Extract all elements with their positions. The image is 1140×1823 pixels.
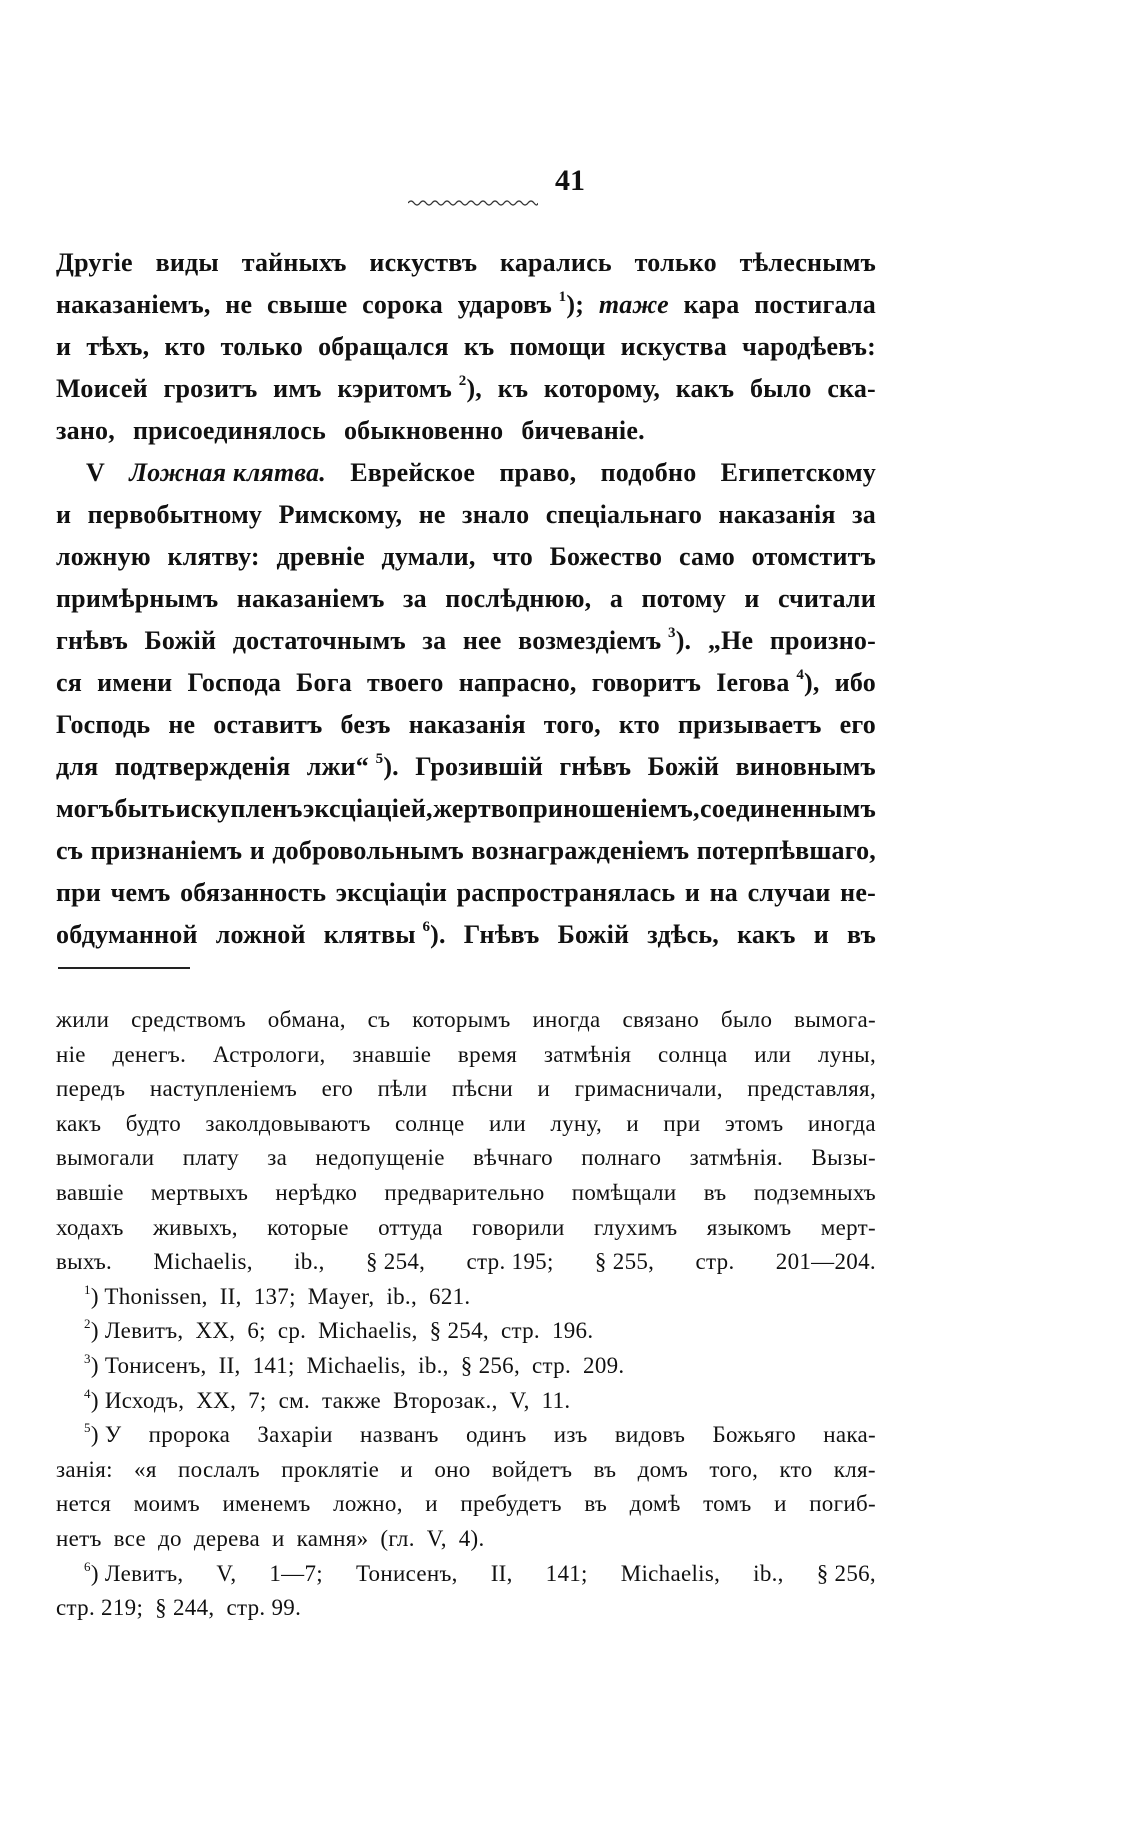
text-line: для подтвержденія лжи“ $^5$). Грозившій гнѣвъ Божій виновнымъ (56, 751, 876, 781)
footnote-2: $^2$) Левитъ, XX, 6; ср. Michaelis, § 254, стр. 196. (84, 1316, 594, 1344)
footnote-ref: 2 (458, 373, 467, 389)
footnote-1: $^1$) Thonissen, II, 137; Mayer, ib., 621. (84, 1281, 471, 1309)
text-line: Другіе виды тайныхъ искуствъ карались только тѣлеснымъ (56, 248, 876, 277)
text-line: Моисей грозитъ имъ кэритомъ $^2$), къ которому, какъ было ска- (56, 373, 876, 403)
page-number-ornament (408, 199, 538, 207)
main-text (56, 242, 876, 956)
text-line: съ признаніемъ и добровольнымъ вознагражденіемъ потерпѣвшаго, (56, 836, 876, 865)
text-line: обдуманной ложной клятвы $^6$). Гнѣвъ Божій здѣсь, какъ и въ (56, 919, 876, 949)
text-line: Господь не оставитъ безъ наказанія того, кто призываетъ его (56, 710, 876, 739)
footnote-ref: 1 (558, 289, 567, 305)
footnote-ref: 4 (796, 667, 805, 683)
text-line: гнѣвъ Божій достаточнымъ за нее возмездіемъ $^3$). „Не произно- (56, 625, 876, 655)
text-line: ся имени Господа Бога твоего напрасно, говоритъ Іегова $^4$), ибо (56, 667, 876, 697)
note-line: вымогали плату за недопущеніе вѣчнаго полнаго затмѣнія. Вызы- (56, 1145, 876, 1171)
note-line: стр. 219; § 244, стр. 99. (56, 1595, 302, 1621)
text-line: и тѣхъ, кто только обращался къ помощи искуства чародѣевъ: (56, 332, 876, 361)
text-line: примѣрнымъ наказаніемъ за послѣднюю, а потому и считали (56, 584, 876, 613)
text-line: V Ложная клятва. Еврейское право, подобно Египетскому (56, 452, 876, 494)
section-number: V (86, 458, 105, 487)
footnote-ref: 6 (422, 919, 431, 935)
footnote-ref: 5 (375, 751, 384, 767)
footnotes (56, 1003, 876, 1626)
note-line: занія: «я послалъ проклятіе и оно войдетъ въ домъ того, кто кля- (56, 1456, 876, 1482)
footnote-6: $^6$) Левитъ, V, 1—7; Тонисенъ, II, 141; Michaelis, ib., § 256, (84, 1558, 876, 1586)
footnote-3: $^3$) Тонисенъ, II, 141; Michaelis, ib., § 256, стр. 209. (84, 1350, 625, 1378)
text-line: зано, присоединялось обыкновенно бичеваніе. (56, 416, 645, 445)
footnote-divider (58, 967, 190, 969)
section-heading: Ложная клятва. (129, 458, 326, 487)
note-line: какъ будто заколдовываютъ солнце или луну, и при этомъ иногда (56, 1110, 876, 1136)
footnote-4: $^4$) Исходъ, XX, 7; см. также Второзак., V, 11. (84, 1385, 571, 1413)
text-line: могъ быть искупленъ эксціаціей, жертвоприношеніемъ, соединеннымъ (56, 794, 876, 823)
footnote-5: $^5$) У пророка Захаріи названъ одинъ изъ видовъ Божьяго нака- (84, 1420, 876, 1448)
note-line: жили средствомъ обмана, съ которымъ иногда связано было вымога- (56, 1007, 876, 1032)
note-line: нетъ все до дерева и камня» (гл. V, 4). (56, 1525, 485, 1551)
note-line: ніе денегъ. Астрологи, знавшіе время затмѣнія солнца или луны, (56, 1041, 876, 1067)
text-line: ложную клятву: древніе думали, что Божество само отомститъ (56, 542, 876, 571)
note-line: нется моимъ именемъ ложно, и пребудетъ въ домѣ томъ и погиб- (56, 1491, 876, 1517)
text-line: наказаніемъ, не свыше сорока ударовъ $^1$); таже кара постигала (56, 289, 876, 319)
note-line: ходахъ живыхъ, которые оттуда говорили глухимъ языкомъ мерт- (56, 1214, 876, 1240)
note-line: вавшіе мертвыхъ нерѣдко предварительно помѣщали въ подземныхъ (56, 1179, 876, 1205)
page-number: 41 (555, 164, 585, 197)
text-line: и первобытному Римскому, не знало спеціальнаго наказанія за (56, 500, 876, 529)
note-line: передъ наступленіемъ его пѣли пѣсни и гримасничали, представляя, (56, 1076, 876, 1102)
text-line: при чемъ обязанность эксціаціи распространялась и на случаи не- (56, 878, 876, 907)
footnote-ref: 3 (668, 625, 676, 641)
note-line: выхъ. Michaelis, ib., § 254, стр. 195; § 255, стр. 201—204. (56, 1249, 876, 1275)
